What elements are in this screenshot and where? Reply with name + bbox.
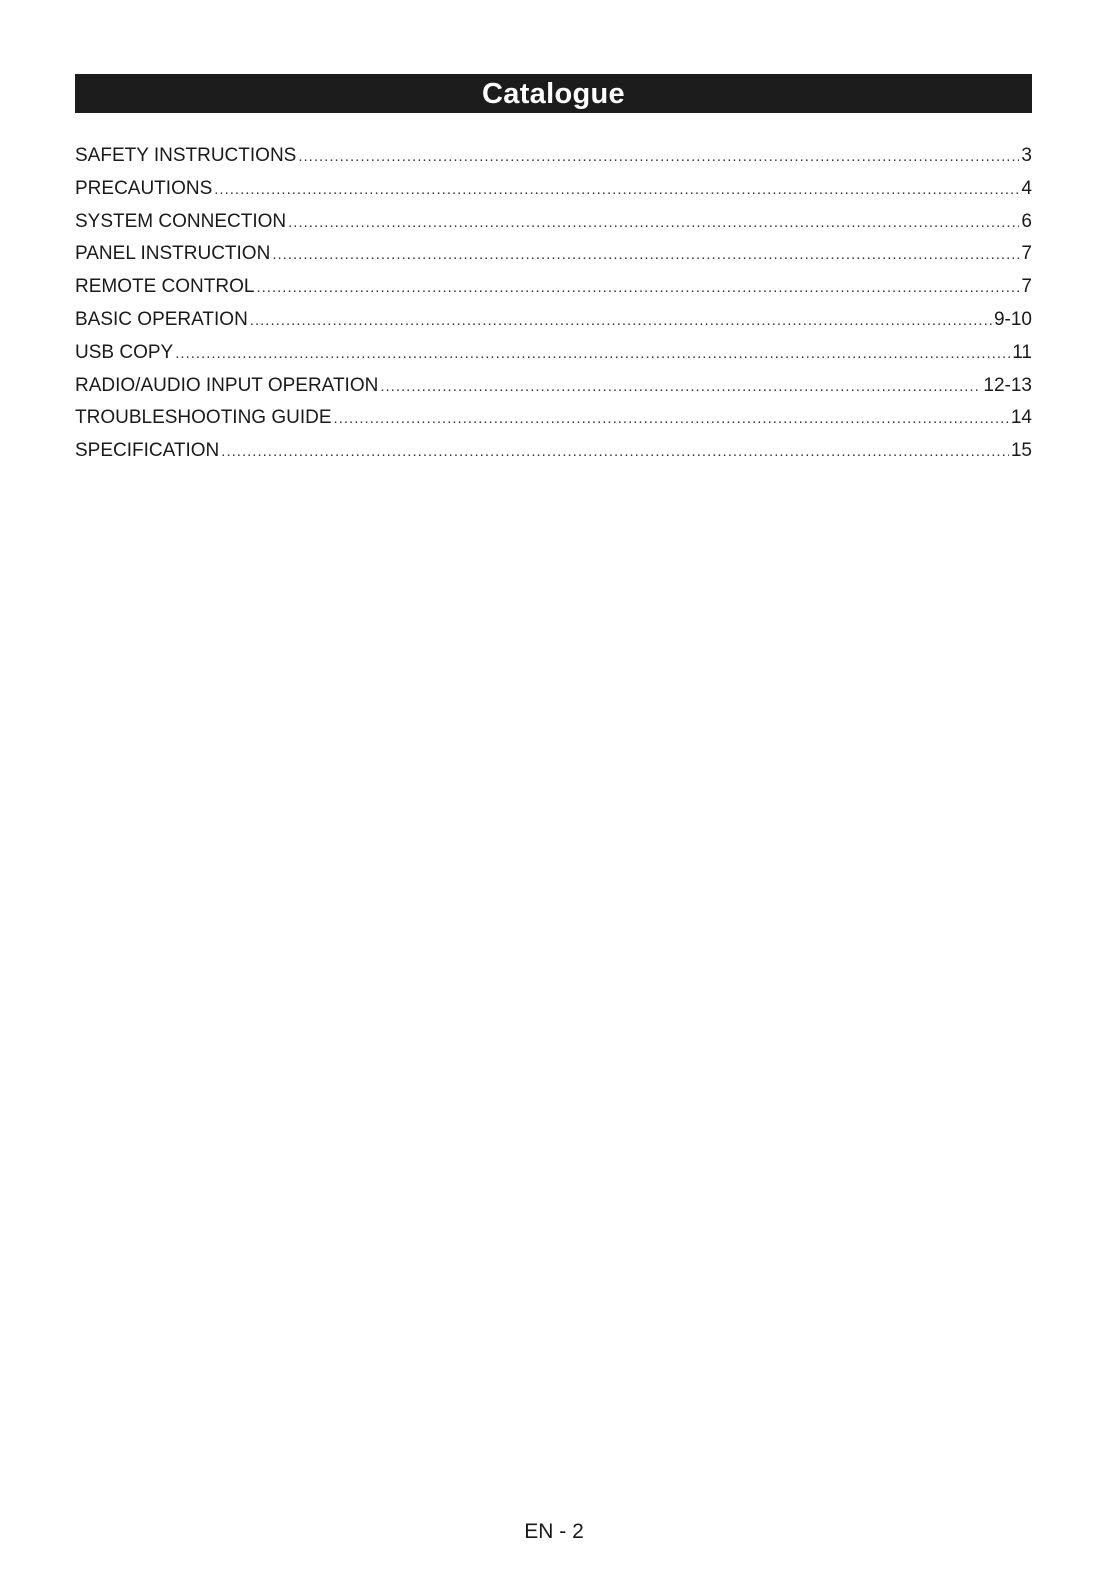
dot-leader [214,182,1019,197]
toc-entry-precautions[interactable] [75,179,1032,212]
toc-entry-basic-operation[interactable] [75,310,1032,343]
title-bar [75,74,1032,113]
toc-entry-label: PRECAUTIONS [75,177,213,199]
toc-entry-page: 3 [1021,145,1032,166]
toc-entry-page: 12-13 [983,374,1032,396]
toc-entry-radio-audio-input-operation[interactable] [75,376,1032,409]
toc-entry-label: USB COPY [75,341,174,363]
dot-leader [221,444,1009,459]
toc-entry-safety-instructions[interactable] [75,146,1032,179]
toc-entry-page: 14 [1010,407,1032,429]
table-of-contents [75,146,1032,474]
toc-entry-page: 7 [1021,243,1032,265]
dot-leader [288,215,1019,230]
toc-entry-panel-instruction[interactable] [75,244,1032,277]
toc-entry-label: RADIO/AUDIO INPUT OPERATION [75,374,379,396]
toc-entry-system-connection[interactable] [75,212,1032,245]
toc-entry-page: 6 [1021,210,1032,232]
toc-entry-usb-copy[interactable] [75,343,1032,376]
toc-entry-page: 9-10 [993,308,1032,330]
dot-leader [272,247,1019,262]
toc-entry-remote-control[interactable] [75,277,1032,310]
page-title: Catalogue [482,78,625,110]
toc-entry-label: BASIC OPERATION [75,308,248,330]
toc-entry-label: TROUBLESHOOTING GUIDE [75,407,332,429]
dot-leader [380,379,981,394]
toc-entry-label: REMOTE CONTROL [75,276,255,298]
toc-entry-label: SYSTEM CONNECTION [75,210,287,232]
dot-leader [175,346,1010,361]
toc-entry-page: 15 [1010,440,1032,462]
dot-leader [334,411,1009,426]
toc-entry-page: 11 [1012,341,1032,363]
page-number: EN - 2 [524,1520,584,1543]
toc-entry-page: 7 [1021,276,1032,298]
dot-leader [256,280,1019,295]
dot-leader [250,313,992,328]
toc-entry-specification[interactable] [75,441,1032,474]
dot-leader [298,149,1019,164]
toc-entry-label: SPECIFICATION [75,440,220,462]
toc-entry-label: PANEL INSTRUCTION [75,243,271,265]
toc-entry-troubleshooting-guide[interactable] [75,408,1032,441]
toc-entry-label: SAFETY INSTRUCTIONS [75,145,297,166]
toc-entry-page: 4 [1021,177,1032,199]
